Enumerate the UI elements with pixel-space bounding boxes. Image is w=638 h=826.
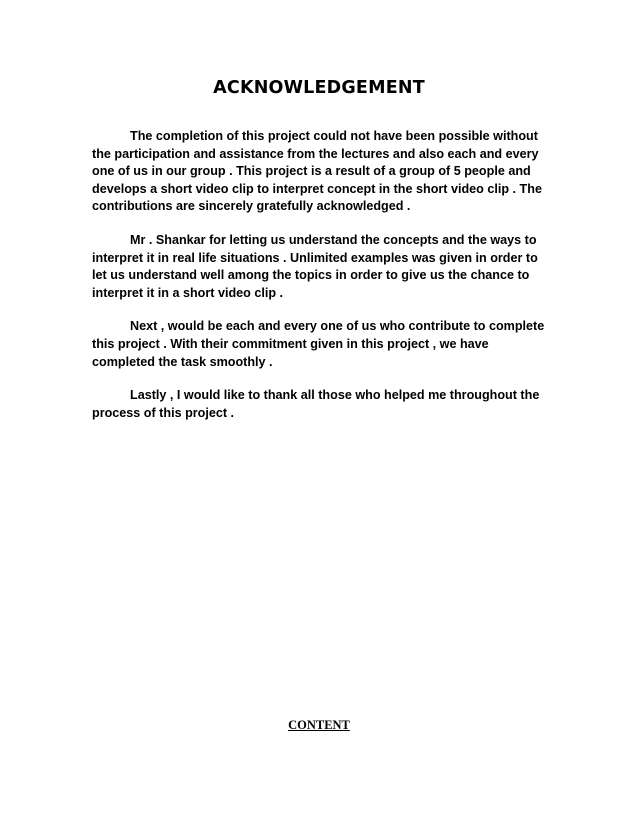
paragraph-mr-shankar: Mr . Shankar for letting us understand the concepts and the ways to interpret it in real life situations . Unlimited examples was given in order to let us understand well among the topics in order to give us the chance to interpret it in a short video clip . bbox=[92, 232, 538, 300]
content-heading: CONTENT bbox=[288, 718, 350, 732]
paragraph-closing: Lastly , I would like to thank all those who helped me throughout the process of this project . bbox=[92, 388, 540, 420]
acknowledgement-body bbox=[92, 128, 552, 438]
page-title: ACKNOWLEDGEMENT bbox=[213, 78, 425, 98]
paragraph-completion: The completion of this project could not have been possible without the participation and assistance from the lectures and also each and every one of us in our group . This project is a result of a group of 5 people and develops a short video clip to interpret concept in the short video clip . The contributions are sincerely gratefully acknowledged . bbox=[92, 129, 542, 214]
paragraph-team: Next , would be each and every one of us who contribute to complete this project . With their commitment given in this project , we have completed the task smoothly . bbox=[92, 319, 545, 369]
